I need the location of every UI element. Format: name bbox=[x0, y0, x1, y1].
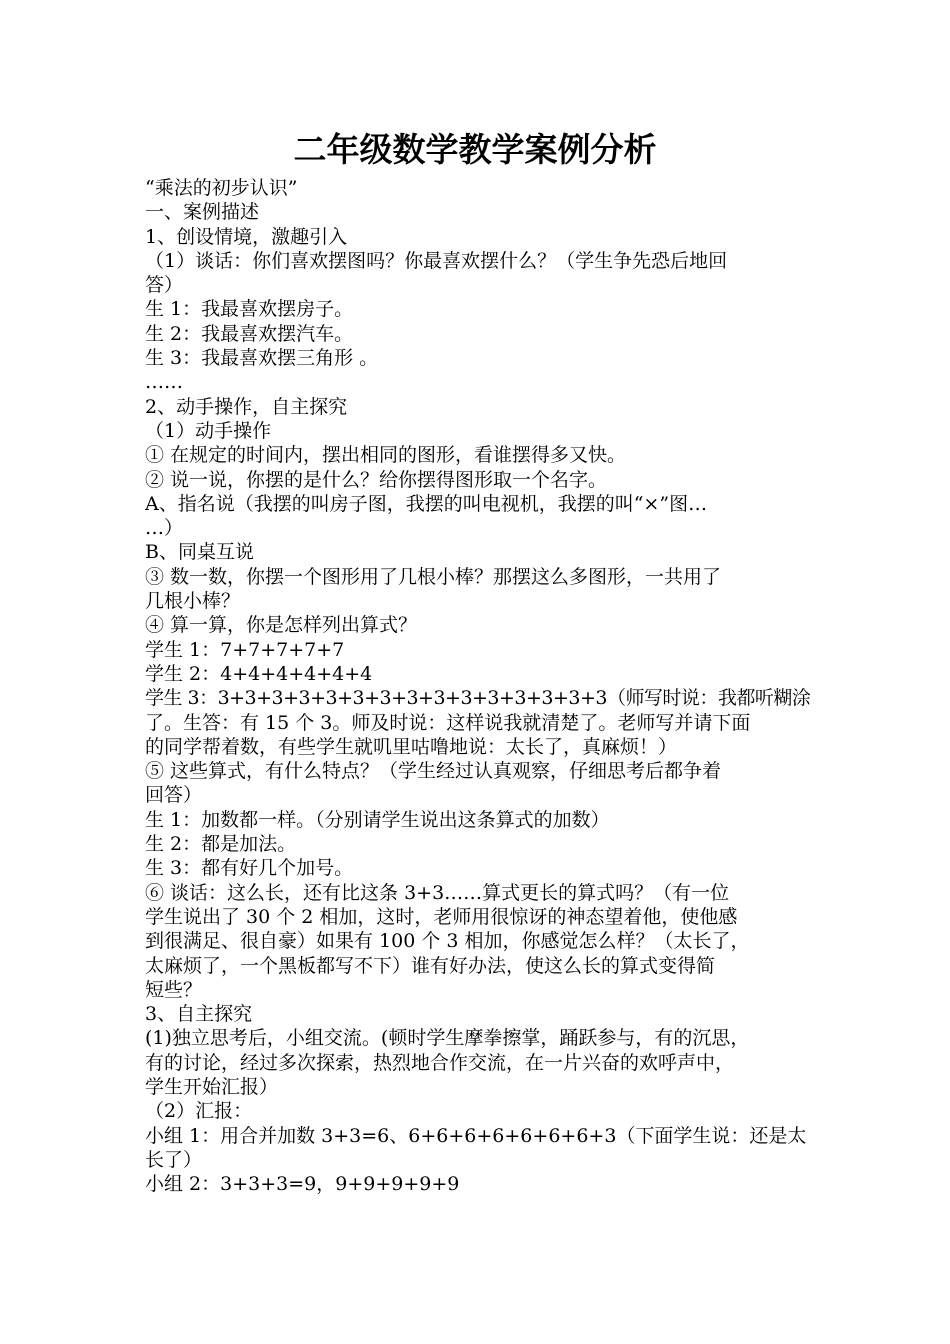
document-line: 学生开始汇报） bbox=[145, 1075, 279, 1098]
document-line: （1）谈话：你们喜欢摆图吗？你最喜欢摆什么？（学生争先恐后地回 bbox=[145, 249, 728, 272]
document-line: ④ 算一算，你是怎样列出算式？ bbox=[145, 614, 418, 637]
document-line: 太麻烦了，一个黑板都写不下）谁有好办法，使这么长的算式变得简 bbox=[145, 954, 716, 977]
document-line: 长了） bbox=[145, 1148, 203, 1171]
document-line: （1）动手操作 bbox=[145, 419, 272, 442]
document-line: 2、动手操作，自主探究 bbox=[145, 395, 348, 418]
document-line: ③ 数一数，你摆一个图形用了几根小棒？那摆这么多图形，一共用了 bbox=[145, 565, 722, 588]
document-line: 学生 1：7+7+7+7+7 bbox=[145, 638, 345, 661]
document-line: 一、案例描述 bbox=[145, 201, 260, 224]
document-line: 生 1：我最喜欢摆房子。 bbox=[145, 298, 354, 321]
document-line: A、指名说（我摆的叫房子图，我摆的叫电视机，我摆的叫“×”图… bbox=[145, 492, 708, 515]
document-line: ② 说一说，你摆的是什么？给你摆得图形取一个名字。 bbox=[145, 468, 608, 491]
document-line: “乘法的初步认识” bbox=[145, 177, 298, 199]
document-line: ⑤ 这些算式，有什么特点？（学生经过认真观察，仔细思考后都争着 bbox=[145, 760, 722, 783]
document-line: 3、自主探究 bbox=[145, 1003, 253, 1026]
document-line: 小组 1：用合并加数 3+3=6、6+6+6+6+6+6+6+3（下面学生说：还是太 bbox=[145, 1124, 807, 1147]
document-line: B、同桌互说 bbox=[145, 541, 254, 564]
document-line: ① 在规定的时间内，摆出相同的图形，看谁摆得多又快。 bbox=[145, 444, 627, 467]
document-line: 回答） bbox=[145, 784, 203, 807]
document-line: 几根小棒？ bbox=[145, 590, 241, 613]
document-line: ⑥ 谈话：这么长，还有比这条 3+3……算式更长的算式吗？（有一位 bbox=[145, 881, 730, 904]
document-line: 学生 2：4+4+4+4+4+4 bbox=[145, 662, 373, 685]
document-line: 的同学帮着数，有些学生就叽里咕噜地说：太长了，真麻烦！） bbox=[145, 735, 678, 758]
document-line: 生 1：加数都一样。（分别请学生说出这条算式的加数） bbox=[145, 808, 610, 831]
document-line: (1)独立思考后，小组交流。(顿时学生摩拳擦掌，踊跃参与，有的沉思， bbox=[145, 1027, 750, 1050]
document-line: 学生说出了 30 个 2 相加，这时，老师用很惊讶的神态望着他，使他感 bbox=[145, 905, 738, 928]
document-line: …… bbox=[145, 371, 183, 394]
document-line: 到很满足、很自豪）如果有 100 个 3 相加，你感觉怎么样？（太长了， bbox=[145, 930, 750, 953]
document-line: 短些？ bbox=[145, 978, 203, 1001]
document-line: 生 2：我最喜欢摆汽车。 bbox=[145, 322, 354, 345]
document-line: 生 3：都有好几个加号。 bbox=[145, 857, 354, 880]
document-line: 生 2：都是加法。 bbox=[145, 833, 297, 856]
document-line: 有的讨论，经过多次探索，热烈地合作交流，在一片兴奋的欢呼声中， bbox=[145, 1051, 735, 1074]
document-body bbox=[145, 176, 810, 1196]
document-line: （2）汇报： bbox=[145, 1100, 253, 1123]
document-line: 生 3：我最喜欢摆三角形 。 bbox=[145, 347, 379, 370]
document-line: 答） bbox=[145, 274, 184, 297]
document-line: 1、创设情境，激趣引入 bbox=[145, 225, 348, 248]
document-line: 学生 3：3+3+3+3+3+3+3+3+3+3+3+3+3+3+3（师写时说：我都听糊涂 bbox=[145, 687, 810, 710]
document-line: 小组 2：3+3+3=9，9+9+9+9+9 bbox=[145, 1173, 460, 1196]
document-line: 了。生答：有 15 个 3。师及时说：这样说我就清楚了。老师写并请下面 bbox=[145, 711, 751, 734]
document-line: …） bbox=[145, 517, 184, 540]
document-title: 二年级数学教学案例分析 bbox=[293, 130, 657, 169]
